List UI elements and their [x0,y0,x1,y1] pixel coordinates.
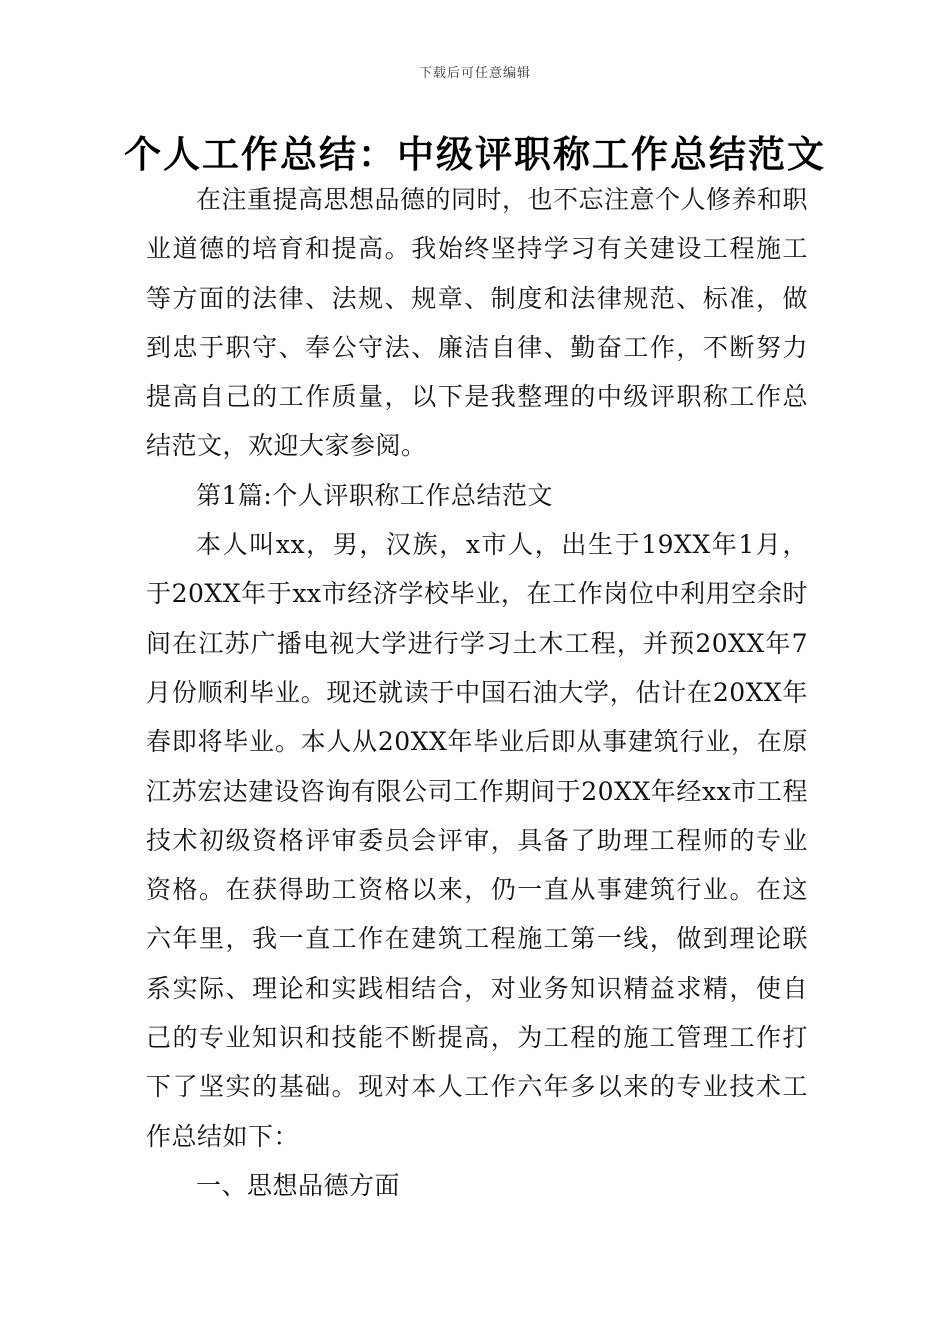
body-paragraph: 本人叫xx，男，汉族，x市人，出生于19XX年1月，于20XX年于xx市经济学校毕业，在工作岗位中利用空余时间在江苏广播电视大学进行学习土木工程，并预20XX年7月份顺利毕业。现还就读于中国石油大学，估计在20XX年春即将毕业。本人从20XX年毕业后即从事建筑行业，在原江苏宏达建设咨询有限公司工作期间于20XX年经xx市工程技术初级资格评审委员会评审，具备了助理工程师的专业资格。在获得助工资格以来，仍一直从事建筑行业。在这六年里，我一直工作在建筑工程施工第一线，做到理论联系实际、理论和实践相结合，对业务知识精益求精，使自己的专业知识和技能不断提高，为工程的施工管理工作打下了坚实的基础。现对本人工作六年多以来的专业技术工作总结如下： [146,530,808,1151]
document-title: 个人工作总结：中级评职称工作总结范文 [124,133,826,176]
document-body [146,175,808,1210]
intro-paragraph: 在注重提高思想品德的同时，也不忘注意个人修养和职业道德的培育和提高。我始终坚持学习有关建设工程施工等方面的法律、法规、规章、制度和法律规范、标准，做到忠于职守、奉公守法、廉洁自律、勤奋工作，不断努力提高自己的工作质量，以下是我整理的中级评职称工作总结范文，欢迎大家参阅。 [146,185,809,461]
section-heading-moral: 一、思想品德方面 [196,1170,401,1200]
header-note: 下载后可任意编辑 [418,66,531,81]
section-heading-article-1: 第1篇:个人评职称工作总结范文 [196,480,553,510]
